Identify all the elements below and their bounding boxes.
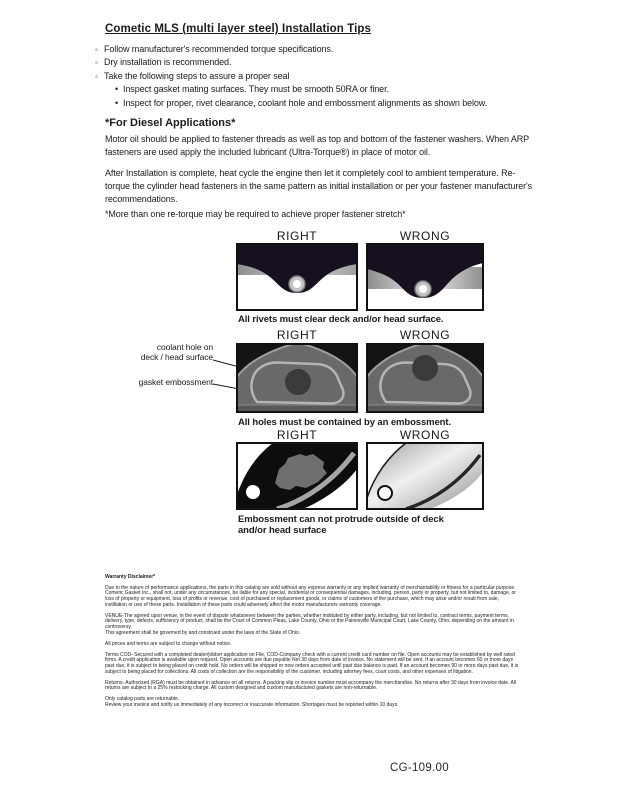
diesel-paragraph-2: After Installation is complete, heat cycle the engine then let it completely cool to ambient temperature. Re-torque the cylinder head fasteners in the same pattern as initial installation or per your fastener manufacturer's recommendations. — [105, 168, 533, 205]
warranty-disclaimer: Due to the nature of performance applications, the parts in this catalog are sold without any express warranty or any implied warranty of merchantability or fitness for a particular purpose. Cometic Gasket Inc., shall not, under any circumstances, be liable for any special, incidental or consequential damages, including, person, party or property, but not limited to, damage, or loss of property or equipment, loss of profits or revenue, cost of purchased or replacement goods, or claims of customers of the purchase, which may arise and/or result from sale, instillation or use of these parts. Installation of these parts could adversely affect the motor manufacturers warranty coverage. — [105, 584, 516, 608]
legal-block — [105, 575, 520, 714]
venue-law: This agreement shall be governed by and construed under the laws of the State of Ohio. — [105, 629, 301, 636]
bullet-icon: • — [115, 97, 119, 108]
protrusion-right-diagram — [236, 442, 358, 510]
warranty-heading: Warranty Disclaimer* — [105, 574, 156, 580]
row3-right-label: RIGHT — [276, 428, 318, 442]
tip-text: Dry installation is recommended. — [104, 57, 232, 68]
open-bullet-icon: ◦ — [95, 71, 98, 81]
page-title: Cometic MLS (multi layer steel) Installation Tips — [105, 23, 372, 35]
row2-right-label: RIGHT — [276, 328, 318, 342]
list-item — [95, 97, 535, 110]
list-item — [95, 70, 535, 83]
tip-text: Take the following steps to assure a proper seal — [104, 70, 290, 81]
row3-caption-line1: Embossment can not protrude outside of deck — [238, 514, 444, 525]
row1-wrong-label: WRONG — [399, 229, 451, 243]
gasket-embossment-label: gasket embossment — [138, 377, 213, 387]
review-invoice-note: Review your invoice and notify us immediately of any incorrect or inaccurate information. Shortages must be reported within 10 days. — [105, 702, 399, 709]
tip-text: Inspect gasket mating surfaces. They must be smooth 50RA or finer. — [123, 84, 389, 95]
protrusion-wrong-diagram — [366, 442, 484, 510]
only-catalog-note: Only catalog parts are returnable. — [105, 696, 180, 703]
embossment-right-diagram — [236, 343, 358, 413]
diesel-note: *More than one re-torque may be required to achieve proper fastener stretch* — [105, 209, 406, 219]
row3-caption-line2: and/or head surface — [238, 525, 327, 536]
diesel-paragraph-1: Motor oil should be applied to fastener threads as well as top and bottom of the fastener washers. When ARP fasteners are used apply the included lubricant (Ultra-Torque®) in place of motor oil. — [105, 134, 529, 158]
list-item — [95, 83, 535, 96]
returns-paragraph: Returns- Authorized (RGA) must be obtained in advance on all returns. A packing slip or invoice number must accompany the merchandise. No returns after 30 days from invoice date. All returns are subject to a 25% restocking charge. All custom designed and custom manufactured gaskets are non-returnable. — [105, 679, 517, 692]
terms-paragraph: Terms COD- Secured with a completed dealer/jobber application on File, COD-Company check with a current credit card number on file. Open accounts may be established by well rated firms. A credit application is available upon request. Open accounts are due payable Net 30 days from date of invoice. No statement will be sent. If an account becomes 60 or more days past due, it is subject to being placed on credit hold. No orders will be shipped or new orders accepted until past due balance is paid. If an account becomes 90 or more days past due, it is subject to being placed for collections. All costs of collection are the responsibility of the customer, including attorney fees, court costs, and other expenses of litigation. — [105, 651, 519, 675]
bullet-icon: • — [115, 84, 119, 95]
rivet-wrong-diagram — [366, 243, 484, 311]
row2-wrong-label: WRONG — [399, 328, 451, 342]
diesel-heading: *For Diesel Applications* — [105, 117, 236, 129]
row2-caption: All holes must be contained by an embossment. — [238, 417, 451, 428]
coolant-hole-label: coolant hole on deck / head surface — [140, 342, 213, 362]
page-code: CG-109.00 — [390, 762, 449, 774]
open-bullet-icon: ◦ — [95, 45, 98, 54]
list-item — [95, 56, 535, 69]
row3-wrong-label: WRONG — [399, 428, 451, 442]
embossment-wrong-diagram — [366, 343, 484, 413]
prices-note: All prices and terms are subject to change without notice. — [105, 640, 232, 647]
installation-tips-list — [95, 43, 535, 110]
tip-text: Follow manufacturer's recommended torque specifications. — [104, 44, 334, 54]
rivet-right-diagram — [236, 243, 358, 311]
venue-paragraph: VENUE-The agreed upon venue, in the event of dispute whatsoever between the parties, whether instituted by either party, including, but not limited to, contract terms, payment terms, delivery, type, defects, sufficiency of product, shall be the Court of Common Pleas, Lake County, Ohio or the Painesville Municipal Court, Lake County, Ohio, depending on the amount in controversy. — [105, 612, 514, 630]
row1-caption: All rivets must clear deck and/or head surface. — [238, 314, 444, 325]
tip-text: Inspect for proper, rivet clearance, coolant hole and embossment alignments as shown below. — [123, 97, 488, 108]
row1-right-label: RIGHT — [276, 229, 318, 243]
open-bullet-icon: ◦ — [95, 58, 98, 68]
list-item — [95, 43, 535, 56]
